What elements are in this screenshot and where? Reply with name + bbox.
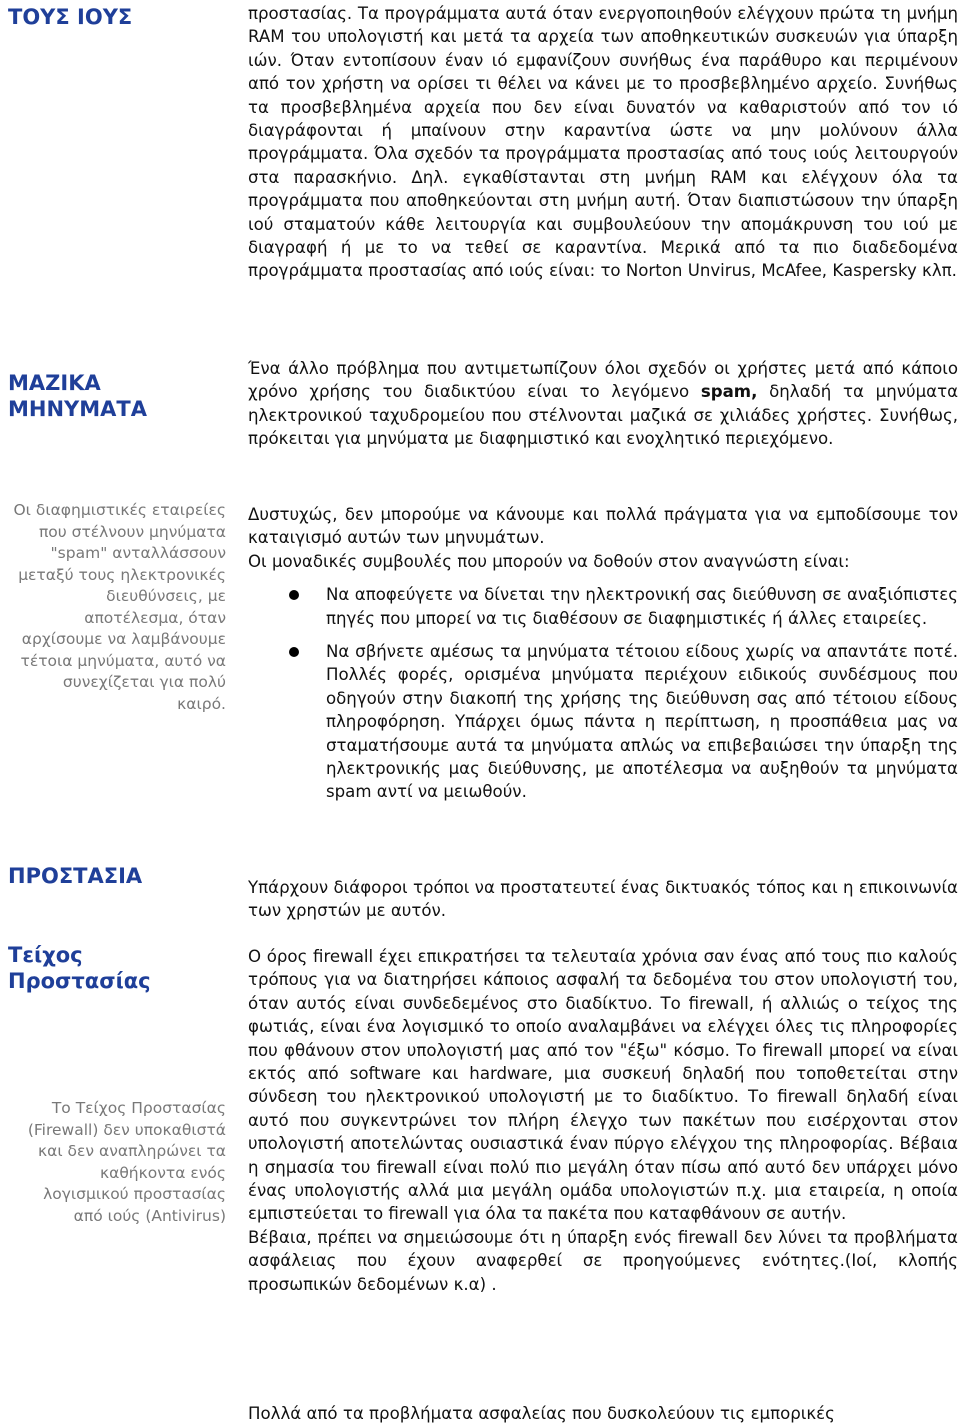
- sidebar-heading-viruses: ΤΟΥΣ ΙΟΥΣ: [8, 5, 133, 29]
- spam-text-before: Ένα άλλο πρόβλημα που αντιμετωπίζουν όλοι σχεδόν οι χρήστες μετά από κάποιο χρόνο χρήσης του διαδικτύου είναι το λεγόμενο: [248, 359, 958, 402]
- unfortunately-paragraph: Δυστυχώς, δεν μπορούμε να κάνουμε και πολλά πράγματα για να εμποδίσουμε τον καταιγισμό αυτών των μηνυμάτων.: [248, 505, 958, 548]
- firewall-section: [248, 945, 958, 1296]
- bullet-icon: [289, 647, 299, 657]
- list-item: [248, 640, 958, 804]
- list-item-text: Να αποφεύγετε να δίνεται την ηλεκτρονική σας διεύθυνση σε αναξιόπιστες πηγές που μπορεί να τις διαθέσουν σε διαφημιστικές ή άλλες εταιρείες.: [326, 585, 958, 628]
- spam-text-after: δηλαδή τα μηνύματα ηλεκτρονικού ταχυδρομείου που στέλνονται μαζικά σε χιλιάδες χρήστες. Συνήθως, πρόκειται για μηνύματα με διαφημιστικό και ενοχλητικό περιεχόμενο.: [248, 382, 959, 449]
- sidebar-heading-protection: ΠΡΟΣΤΑΣΙΑ: [8, 864, 143, 888]
- last-text: Πολλά από τα προβλήματα ασφαλείας που δυσκολεύουν τις εμπορικές: [248, 1404, 835, 1423]
- last-paragraph: [248, 1402, 958, 1425]
- advice-section: [248, 503, 958, 814]
- spam-term: spam,: [700, 382, 758, 402]
- firewall-paragraph-2: Βέβαια, πρέπει να σημειώσουμε ότι η ύπαρξη ενός firewall δεν λύνει τα προβλήματα ασφάλειας που έχουν αναφερθεί σε προηγούμενες ενότητες.(Ιοί, κλοπής προσωπικών δεδομένων κ.α) .: [248, 1227, 958, 1294]
- sidebar-note-firewall: Το Τείχος Προστασίας (Firewall) δεν υποκαθιστά και δεν αναπληρώνει τα καθήκοντα ενός λογισμικού προστασίας από ιούς (Antivirus): [27, 1099, 226, 1225]
- antivirus-paragraph: [248, 2, 958, 283]
- list-item: [248, 583, 958, 630]
- sidebar-heading-spam: ΜΑΖΙΚΑ ΜΗΝΥΜΑΤΑ: [8, 371, 147, 421]
- spam-text: [248, 357, 958, 451]
- advice-list: [248, 583, 958, 804]
- antivirus-text: προστασίας. Τα προγράμματα αυτά όταν ενεργοποιηθούν ελέγχουν πρώτα τη μνήμη RAM του υπολογιστή και μετά τα αρχεία των αποθηκευτικών συσκευών για ύπαρξη ιών. Όταν εντοπίσουν έναν ιό εμφανίζουν συνήθως ένα παράθυρο και περιμένουν από τον χρήστη να ορίσει τι θέλει να κάνει με το προσβεβλημένο αρχείο. Συνήθως τα προσβεβλημένα αρχεία που δεν είναι δυνατόν να καθαριστούν από τον ιό διαγράφονται ή μπαίνουν στην καραντίνα ώστε να μην μολύνουν άλλα προγράμματα. Όλα σχεδόν τα προγράμματα προστασίας από τους ιούς λειτουργούν στα παρασκήνιο. Δηλ. εγκαθίστανται στη μνήμη RAM και ελέγχουν όλα τα προγράμματα που αποθηκεύονται στη μνήμη αυτή. Όταν διαπιστώσουν την ύπαρξη ιού σταματούν κάθε λειτουργία και συμβουλεύουν την απομάκρυνση του ιού με διαγραφή ή με το να τεθεί σε καραντίνα. Μερικά από τα πιο διαδεδομένα προγράμματα προστασίας από ιούς είναι: το Norton Unvirus, McAfee, Kaspersky κλπ.: [248, 4, 958, 281]
- advice-intro-paragraph: Οι μοναδικές συμβουλές που μπορούν να δοθούν στον αναγνώστη είναι:: [248, 551, 850, 571]
- firewall-paragraph-1: Ο όρος firewall έχει επικρατήσει τα τελευταία χρόνια σαν ένας από τους πιο καλούς τρόπους για να διατηρήσει κάποιος ασφαλή τα δεδομένα του στον υπολογιστή του, όταν αυτός είναι συνδεδεμένος στο διαδίκτυο. Το firewall, ή αλλιώς ο τείχος της φωτιάς, είναι ένα λογισμικό το οποίο αναλαμβάνει να ελέγχει όλες τις πληροφορίες που φθάνουν στον υπολογιστή μας από τον "έξω" κόσμο. Το firewall μπορεί να είναι εκτός από software και hardware, μια συσκευή δηλαδή που τοποθετείται στην σύνδεση του ηλεκτρονικού υπολογιστή με το διαδίκτυο. Το firewall δηλαδή είναι αυτό που συγκεντρώνει τον πλήρη έλεγχο των πακέτων που εισέρχονται στον υπολογιστή αποτελώντας ουσιαστικά έναν πύργο ελέγχου της πληροφορίας. Βέβαια η σημασία του firewall είναι πολύ πιο μεγάλη όταν πίσω από αυτό δεν υπάρχει μόνο ένας υπολογιστής αλλά μια μεγάλη ομάδα υπολογιστών π.χ. μια εταιρεία, η οποία εμπιστεύεται το firewall για όλα τα πακέτα που καταφθάνουν σε αυτήν.: [248, 947, 958, 1224]
- sidebar-note-spam: Οι διαφημιστικές εταιρείες που στέλνουν μηνύματα "spam" ανταλλάσσουν μεταξύ τους ηλεκτρονικές διευθύνσεις, με αποτέλεσμα, όταν αρχίσουμε να λαμβάνουμε τέτοια μηνύματα, αυτό να συνεχίζεται για πολύ καιρό.: [13, 501, 226, 713]
- bullet-icon: [289, 590, 299, 600]
- sidebar-heading-firewall: Τείχος Προστασίας: [8, 943, 151, 993]
- protection-paragraph: [248, 876, 958, 923]
- spam-paragraph: [248, 357, 958, 451]
- list-item-text: Να σβήνετε αμέσως τα μηνύματα τέτοιου είδους χωρίς να απαντάτε ποτέ. Πολλές φορές, ορισμένα μηνύματα περιέχουν ειδικούς συνδέσμους που οδηγούν στην διακοπή της χρήσης της διεύθυνση σας από τέτοιου είδους πληροφόρηση. Υπάρχει όμως πάντα η περίπτωση, η προσπάθεια μας να σταματήσουμε αυτά τα μηνύματα απλώς να επιβεβαιώσει την ύπαρξη της ηλεκτρονικής μας διεύθυνσης, με αποτέλεσμα να αυξηθούν τα μηνύματα spam αντί να μειωθούν.: [326, 642, 958, 802]
- protection-text: Υπάρχουν διάφοροι τρόποι να προστατευτεί ένας δικτυακός τόπος και η επικοινωνία των χρηστών με αυτόν.: [248, 878, 958, 921]
